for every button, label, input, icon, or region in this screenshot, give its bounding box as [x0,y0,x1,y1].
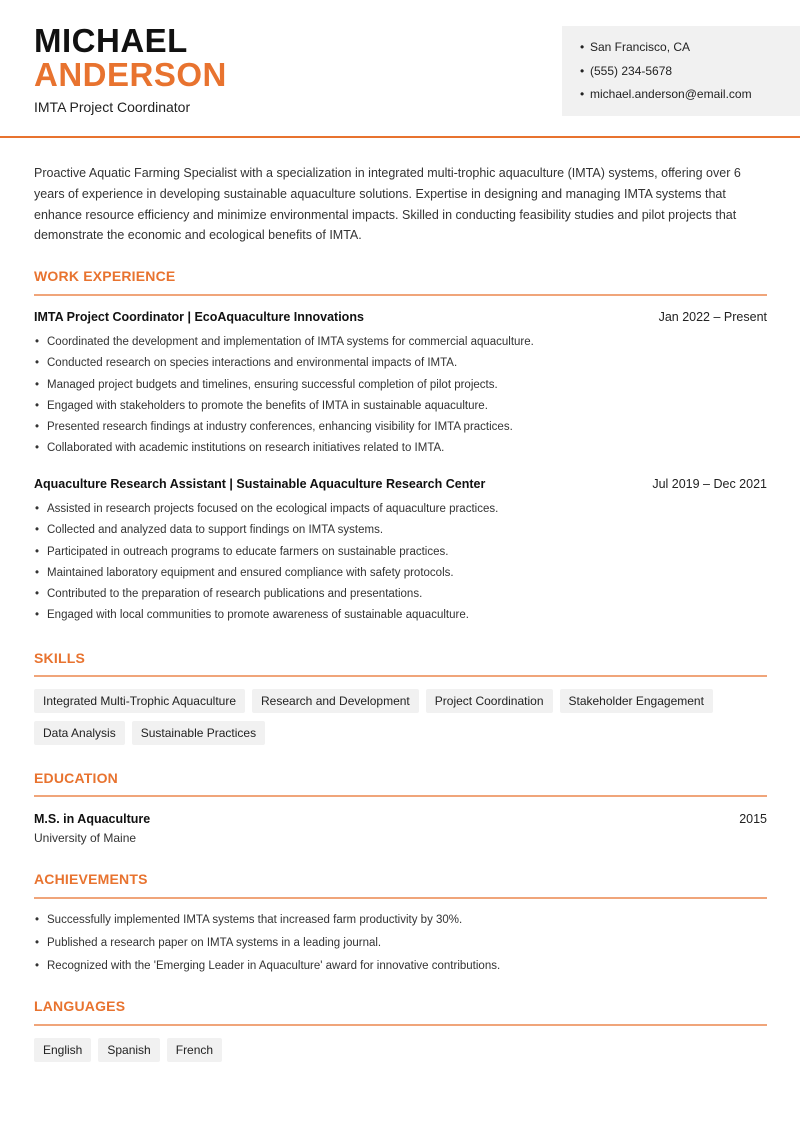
section-divider [34,294,767,296]
list-item: • Collaborated with academic institutions on research initiatives related to IMTA. [34,438,767,459]
job-role: Aquaculture Research Assistant | Sustainable Aquaculture Research Center [34,477,486,491]
list-item: • Engaged with local communities to promote awareness of sustainable aquaculture. [34,605,767,626]
last-name: ANDERSON [34,56,227,93]
list-item: • Managed project budgets and timelines, ensuring successful completion of pilot projects. [34,375,767,396]
edu-year: 2015 [739,812,767,826]
contact-email[interactable]: • michael.anderson@email.com [580,83,800,107]
list-item: • Collected and analyzed data to support findings on IMTA systems. [34,520,767,541]
contact-box [562,26,800,116]
job-dates: Jan 2022 – Present [658,310,767,324]
skill-tag: Research and Development [252,689,419,713]
job-bullets [34,332,767,460]
list-item: • Successfully implemented IMTA systems that increased farm productivity by 30%. [34,909,767,932]
section-divider [34,675,767,677]
skills-tags [34,689,774,745]
list-item: • Coordinated the development and implementation of IMTA systems for commercial aquaculture. [34,332,767,353]
skill-tag: Data Analysis [34,721,125,745]
contact-phone: • (555) 234-5678 [580,60,800,84]
skill-tag: Sustainable Practices [132,721,265,745]
list-item: • Engaged with stakeholders to promote the benefits of IMTA in sustainable aquaculture. [34,396,767,417]
list-item: • Presented research findings at industry conferences, enhancing visibility for IMTA practices. [34,417,767,438]
edu-school: University of Maine [34,831,137,845]
job-heading [34,477,767,491]
section-divider [34,795,767,797]
section-divider [34,897,767,899]
list-item: • Conducted research on species interactions and environmental impacts of IMTA. [34,353,767,374]
section-title-languages: LANGUAGES [34,998,126,1014]
list-item: • Participated in outreach programs to educate farmers on sustainable practices. [34,542,767,563]
list-item: • Maintained laboratory equipment and ensured compliance with safety protocols. [34,563,767,584]
job-heading [34,310,767,324]
skill-tag: Integrated Multi-Trophic Aquaculture [34,689,245,713]
skill-tag: Project Coordination [426,689,553,713]
list-item: • Contributed to the preparation of research publications and presentations. [34,584,767,605]
achievement-bullets [34,909,767,978]
language-tags [34,1038,774,1062]
resume-header [0,0,800,138]
skill-tag: Stakeholder Engagement [560,689,713,713]
job-bullets [34,499,767,627]
job-title: IMTA Project Coordinator [34,99,191,115]
language-tag: English [34,1038,91,1062]
section-title-education: EDUCATION [34,770,118,786]
section-title-achievements: ACHIEVEMENTS [34,871,148,887]
edu-degree: M.S. in Aquaculture [34,812,151,826]
job-dates: Jul 2019 – Dec 2021 [652,477,767,491]
contact-location: • San Francisco, CA [580,36,800,60]
language-tag: French [167,1038,222,1062]
section-divider [34,1024,767,1026]
professional-summary: Proactive Aquatic Farming Specialist with a specialization in integrated multi-trophic aquaculture (IMTA) systems, offering over 6 years of experience in developing sustainable aquaculture solutions. Expertise in designing and managing IMTA systems that enhance resource efficiency and minimize environmental impacts. Skilled in conducting feasibility studies and pilot projects that demonstrate the economic and ecological benefits of IMTA. [34,166,741,243]
job-role: IMTA Project Coordinator | EcoAquaculture Innovations [34,310,364,324]
first-name: MICHAEL [34,22,188,59]
list-item: • Published a research paper on IMTA systems in a leading journal. [34,932,767,955]
list-item: • Assisted in research projects focused on the ecological impacts of aquaculture practices. [34,499,767,520]
section-title-work: WORK EXPERIENCE [34,268,176,284]
section-title-skills: SKILLS [34,650,85,666]
language-tag: Spanish [98,1038,159,1062]
list-item: • Recognized with the 'Emerging Leader in Aquaculture' award for innovative contributions. [34,955,767,978]
